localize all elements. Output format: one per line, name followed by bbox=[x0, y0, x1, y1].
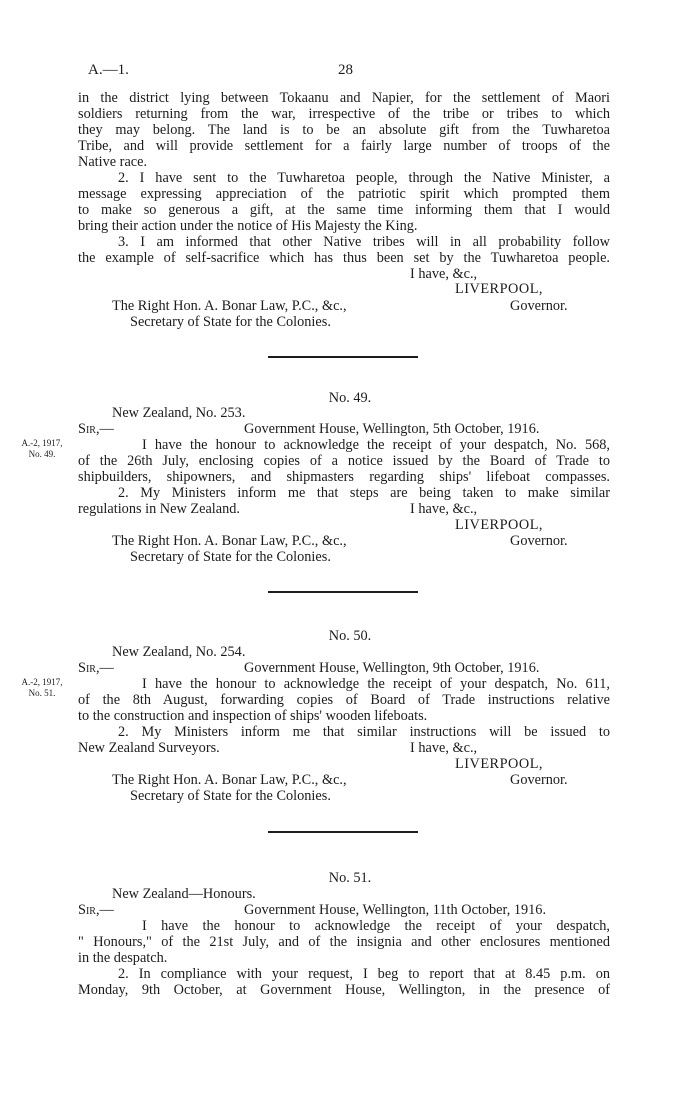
despatch-heading: No. 50. bbox=[328, 628, 372, 644]
dateline: Government House, Wellington, 11th October, 1916. bbox=[244, 902, 547, 918]
paragraph-line: soldiers returning from the war, irrespective of the tribe or tribes to which bbox=[78, 106, 610, 122]
margin-number: No. 51. bbox=[28, 688, 56, 698]
salutation: Sir,— bbox=[78, 660, 114, 676]
addressee: The Right Hon. A. Bonar Law, P.C., &c., bbox=[112, 298, 347, 314]
signature: LIVERPOOL, bbox=[455, 281, 543, 297]
despatch-ref: New Zealand—Honours. bbox=[112, 886, 256, 902]
paragraph-line: 2. My Ministers inform me that similar instructions will be issued to bbox=[118, 724, 610, 740]
addressee: The Right Hon. A. Bonar Law, P.C., &c., bbox=[112, 533, 347, 549]
dateline: Government House, Wellington, 5th October, 1916. bbox=[244, 421, 540, 437]
paragraph-line: in the despatch. bbox=[78, 950, 168, 966]
paragraph-line: 2. My Ministers inform me that steps are being taken to make similar bbox=[118, 485, 610, 501]
addressee-office: Secretary of State for the Colonies. bbox=[130, 314, 331, 330]
paragraph-line: of the 8th August, forwarding copies of Board of Trade instructions relative bbox=[78, 692, 610, 708]
paragraph-line: bring their action under the notice of His Majesty the King. bbox=[78, 218, 418, 234]
margin-reference: A.-2, 1917, bbox=[21, 677, 63, 687]
addressee-office: Secretary of State for the Colonies. bbox=[130, 788, 331, 804]
signature-title: Governor. bbox=[510, 298, 568, 314]
paragraph-line: to the construction and inspection of ships' wooden lifeboats. bbox=[78, 708, 428, 724]
paragraph-line: Native race. bbox=[78, 154, 148, 170]
paragraph-line: 2. In compliance with your request, I beg to report that at 8.45 p.m. on bbox=[118, 966, 610, 982]
paragraph-line: I have the honour to acknowledge the receipt of your despatch, No. 568, bbox=[142, 437, 610, 453]
closing: I have, &c., bbox=[410, 501, 478, 517]
margin-reference: A.-2, 1917, bbox=[21, 438, 63, 448]
paragraph-line: to make so generous a gift, at the same time informing them that I would bbox=[78, 202, 610, 218]
page-ref: A.—1. bbox=[88, 62, 129, 78]
section-divider bbox=[268, 591, 418, 593]
paragraph-line: I have the honour to acknowledge the receipt of your despatch, No. 611, bbox=[142, 676, 610, 692]
despatch-ref: New Zealand, No. 253. bbox=[112, 405, 246, 421]
paragraph-line: 3. I am informed that other Native tribes will in all probability follow bbox=[118, 234, 610, 250]
paragraph-line: the example of self-sacrifice which has thus been set by the Tuwharetoa people. bbox=[78, 250, 610, 266]
paragraph-line: in the district lying between Tokaanu and Napier, for the settlement of Maori bbox=[78, 90, 610, 106]
paragraph-line: shipbuilders, shipowners, and shipmasters regarding ships' lifeboat compasses. bbox=[78, 469, 610, 485]
paragraph-line: message expressing appreciation of the patriotic spirit which prompted them bbox=[78, 186, 610, 202]
paragraph-line: 2. I have sent to the Tuwharetoa people, through the Native Minister, a bbox=[118, 170, 610, 186]
closing: I have, &c., bbox=[410, 740, 478, 756]
closing: I have, &c., bbox=[410, 266, 478, 282]
paragraph-line: Monday, 9th October, at Government House, Wellington, in the presence of bbox=[78, 982, 610, 998]
despatch-ref: New Zealand, No. 254. bbox=[112, 644, 246, 660]
paragraph-line: " Honours," of the 21st July, and of the insignia and other enclosures mentioned bbox=[78, 934, 610, 950]
addressee: The Right Hon. A. Bonar Law, P.C., &c., bbox=[112, 772, 347, 788]
despatch-heading: No. 49. bbox=[328, 390, 372, 406]
paragraph-line: regulations in New Zealand. bbox=[78, 501, 240, 517]
signature-title: Governor. bbox=[510, 533, 568, 549]
margin-number: No. 49. bbox=[28, 449, 56, 459]
addressee-office: Secretary of State for the Colonies. bbox=[130, 549, 331, 565]
despatch-heading: No. 51. bbox=[328, 870, 372, 886]
paragraph-line: of the 26th July, enclosing copies of a notice issued by the Board of Trade to bbox=[78, 453, 610, 469]
signature: LIVERPOOL, bbox=[455, 756, 543, 772]
paragraph-line: I have the honour to acknowledge the receipt of your despatch, bbox=[142, 918, 610, 934]
signature: LIVERPOOL, bbox=[455, 517, 543, 533]
section-divider bbox=[268, 831, 418, 833]
signature-title: Governor. bbox=[510, 772, 568, 788]
paragraph-line: Tribe, and will provide settlement for a fairly large number of troops of the bbox=[78, 138, 610, 154]
section-divider bbox=[268, 356, 418, 358]
paragraph-line: New Zealand Surveyors. bbox=[78, 740, 220, 756]
salutation: Sir,— bbox=[78, 902, 114, 918]
dateline: Government House, Wellington, 9th October, 1916. bbox=[244, 660, 540, 676]
page-number: 28 bbox=[338, 62, 353, 78]
paragraph-line: they may belong. The land is to be an absolute gift from the Tuwharetoa bbox=[78, 122, 610, 138]
salutation: Sir,— bbox=[78, 421, 114, 437]
